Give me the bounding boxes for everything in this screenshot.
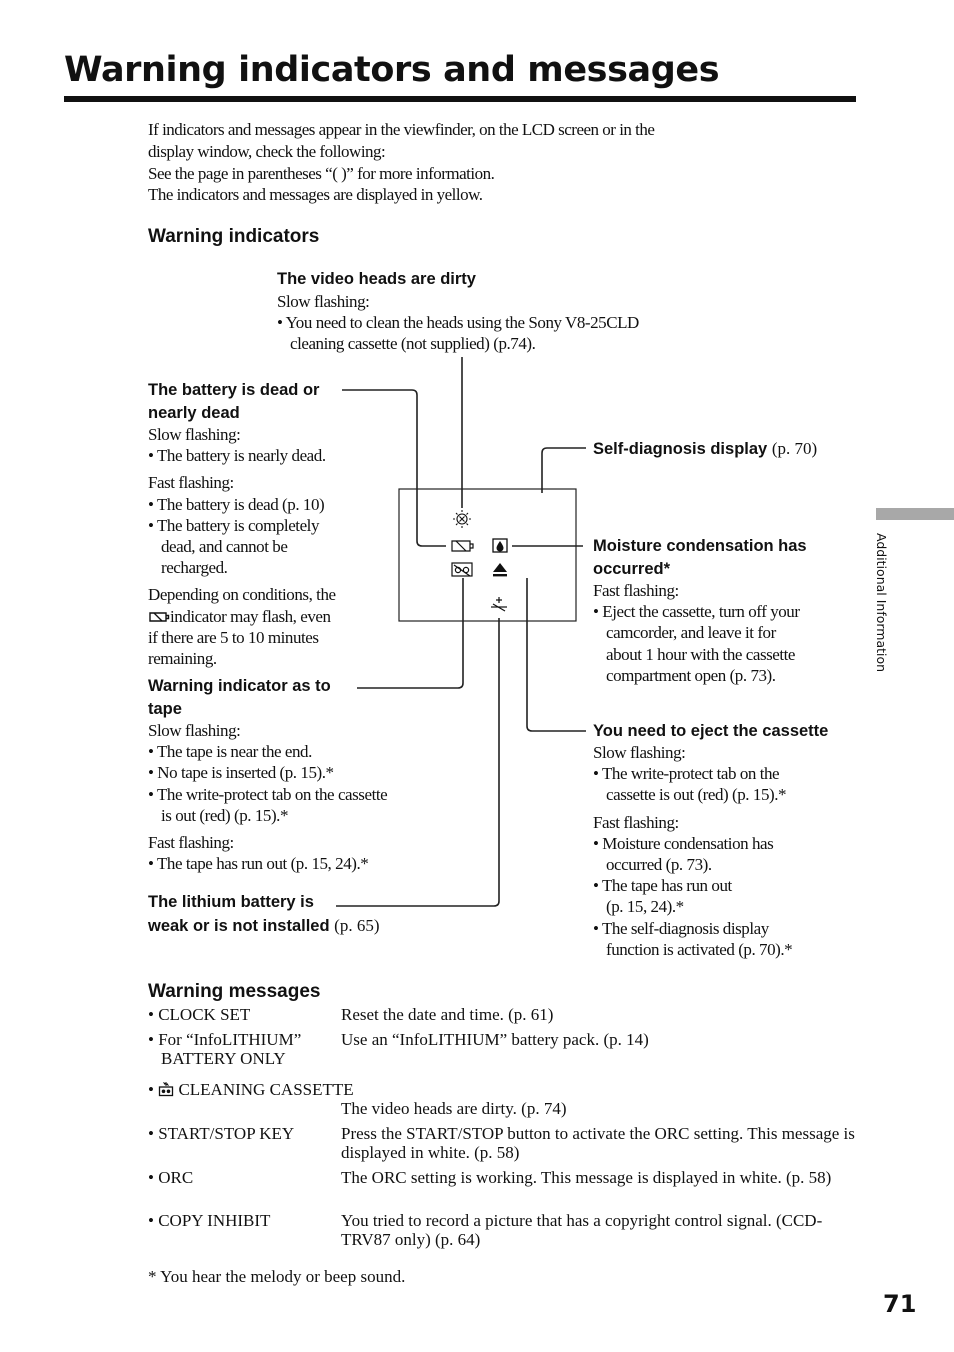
- bullet-text: • The battery is completely: [148, 515, 319, 535]
- tape-title: tape: [148, 700, 182, 718]
- message-key: • START/STOP KEY: [148, 1124, 295, 1143]
- leader-lines: [336, 357, 586, 906]
- eject-icon: [493, 563, 507, 576]
- intro-line: See the page in parentheses “( )” for more information.: [148, 163, 495, 183]
- message-value: The video heads are dirty. (p. 74): [341, 1099, 567, 1118]
- message-row: [148, 1211, 868, 1251]
- note-text: Depending on conditions, the: [148, 585, 336, 605]
- intro-line: If indicators and messages appear in the viewfinder, on the LCD screen or in the: [148, 120, 655, 139]
- bullet-text: about 1 hour with the cassette: [606, 644, 796, 664]
- moisture-condensation-icon: [493, 539, 507, 552]
- flash-label: Slow flashing:: [148, 425, 241, 444]
- intro-line: display window, check the following:: [148, 141, 386, 161]
- bullet-text: (p. 15, 24).*: [606, 897, 684, 917]
- message-key: • CLOCK SET: [148, 1005, 251, 1024]
- battery-title: The battery is dead or: [148, 381, 320, 399]
- page-ref: (p. 70): [771, 439, 818, 458]
- message-value: Use an “InfoLITHIUM” battery pack. (p. 14): [341, 1030, 649, 1049]
- bullet-text: • The write-protect tab on the cassette: [148, 784, 388, 804]
- video-heads-dirty-icon: [453, 510, 471, 528]
- bullet-text: • Moisture condensation has: [593, 833, 774, 853]
- intro-line: The indicators and messages are displayed in yellow.: [148, 185, 483, 205]
- leader-eject: [527, 578, 586, 731]
- message-key: BATTERY ONLY: [161, 1049, 286, 1068]
- bullet-text: compartment open (p. 73).: [606, 665, 776, 685]
- flash-label: Fast flashing:: [593, 581, 679, 600]
- flash-label: Fast flashing:: [148, 833, 234, 853]
- section-heading-messages: Warning messages: [148, 981, 321, 1002]
- bullet-text: recharged.: [161, 558, 228, 578]
- page-number: 71: [883, 1290, 917, 1318]
- moisture-title: Moisture condensation has: [593, 537, 807, 555]
- self-diagnosis-title: Self-diagnosis display: [593, 440, 768, 458]
- lithium-title: The lithium battery is: [148, 893, 314, 911]
- bullet-text: camcorder, and leave it for: [606, 623, 776, 643]
- leader-self-diagnosis: [542, 448, 586, 493]
- message-value: You tried to record a picture that has a copyright control signal. (CCD-TRV87 only) (p. 64): [341, 1211, 823, 1249]
- bullet-text: dead, and cannot be: [161, 537, 288, 557]
- lithium-title: weak or is not installed: [148, 917, 330, 935]
- note-text: remaining.: [148, 649, 217, 669]
- battery-title: nearly dead: [148, 404, 240, 422]
- bullet-text: • You need to clean the heads using the Sony V8-25CLD: [277, 313, 639, 333]
- bullet-text: • The tape has run out (p. 15, 24).*: [148, 854, 369, 874]
- bullet-text: function is activated (p. 70).*: [606, 939, 793, 959]
- bullet-text: • The tape is near the end.: [148, 742, 312, 762]
- flash-label: Slow flashing:: [148, 721, 241, 740]
- eject-title: You need to eject the cassette: [593, 722, 829, 740]
- leader-battery: [342, 390, 446, 546]
- message-value: Press the START/STOP button to activate the ORC setting. This message is displayed in white. (p. 58): [341, 1124, 855, 1162]
- message-key: • ORC: [148, 1168, 194, 1187]
- message-value: Reset the date and time. (p. 61): [341, 1005, 554, 1024]
- bullet-text: • The write-protect tab on the: [593, 764, 780, 784]
- message-row: [148, 1030, 868, 1070]
- side-tab-bar: [876, 508, 954, 520]
- message-value: The ORC setting is working. This message is displayed in white. (p. 58): [341, 1168, 832, 1187]
- page-ref: (p. 65): [334, 916, 380, 935]
- message-key: • For “InfoLITHIUM”: [148, 1030, 302, 1049]
- section-heading-indicators: Warning indicators: [148, 226, 320, 247]
- bullet-text: • The tape has run out: [593, 876, 732, 896]
- bullet-text: • The battery is dead (p. 10): [148, 494, 325, 514]
- flash-label: Fast flashing:: [148, 473, 234, 493]
- bullet-text: • The self-diagnosis display: [593, 918, 769, 938]
- video-heads-title: The video heads are dirty: [277, 270, 476, 288]
- leader-lithium: [336, 618, 499, 906]
- page-title: Warning indicators and messages: [64, 50, 720, 90]
- bullet-text: • The battery is nearly dead.: [148, 446, 326, 466]
- side-tab-label: Additional Information: [874, 533, 889, 673]
- tape-warning-icon: [452, 563, 472, 576]
- footnote: * You hear the melody or beep sound.: [148, 1267, 406, 1286]
- bullet-text: • No tape is inserted (p. 15).*: [148, 763, 334, 783]
- message-row: [148, 1168, 868, 1208]
- bullet-text: is out (red) (p. 15).*: [161, 805, 289, 825]
- note-text: if there are 5 to 10 minutes: [148, 627, 319, 647]
- lithium-battery-icon: [491, 597, 507, 611]
- message-row: • CLEANING CASSETTE The video heads are dirty. (p. 74): [148, 1080, 868, 1120]
- bullet-text: cleaning cassette (not supplied) (p.74).: [290, 334, 536, 354]
- tape-title: Warning indicator as to: [148, 677, 331, 695]
- message-row: [148, 1124, 868, 1164]
- flash-label: Fast flashing:: [593, 812, 679, 832]
- message-row: [148, 1005, 868, 1025]
- message-key: CLEANING CASSETTE: [178, 1080, 354, 1099]
- bullet-text: • Eject the cassette, turn off your: [593, 602, 800, 622]
- flash-label: Slow flashing:: [277, 292, 370, 311]
- note-text: indicator may flash, even: [170, 606, 331, 626]
- bullet-text: cassette is out (red) (p. 15).*: [606, 785, 787, 805]
- bullet-text: occurred (p. 73).: [606, 855, 712, 875]
- display-window: [399, 489, 576, 621]
- leader-tape: [357, 578, 463, 688]
- message-key: • COPY INHIBIT: [148, 1211, 271, 1230]
- cleaning-cassette-icon: [158, 1081, 174, 1097]
- moisture-title: occurred*: [593, 560, 671, 578]
- battery-warning-icon: [452, 541, 473, 551]
- flash-label: Slow flashing:: [593, 743, 686, 762]
